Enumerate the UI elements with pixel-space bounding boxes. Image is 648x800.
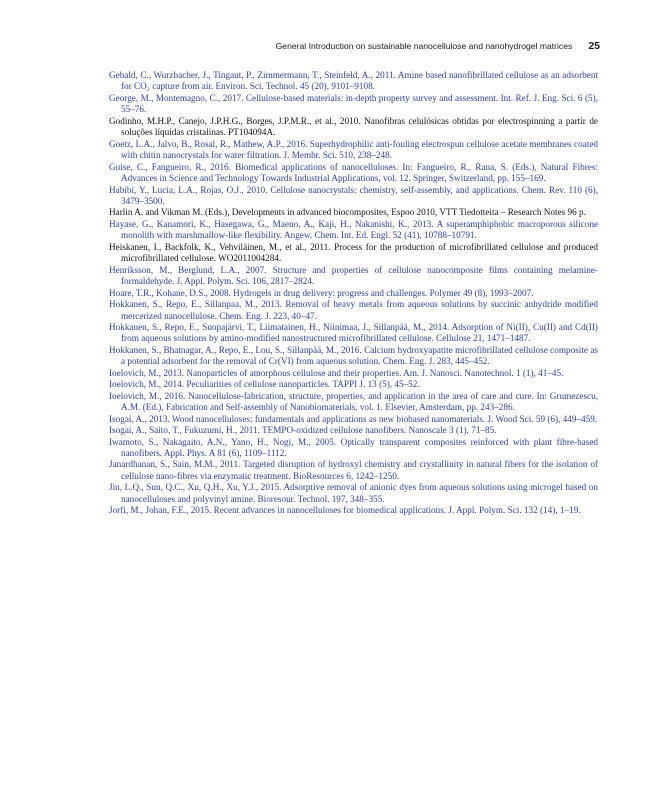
page-number: 25: [588, 40, 600, 52]
running-title: General Introduction on sustainable nanocellulose and nanohydrogel matrices: [275, 41, 573, 51]
reference-item[interactable]: Jorfi, M., Johan, F.E., 2015. Recent advances in nanocelluloses for biomedical applications. J. Appl. Polym. Sci. 132 (14), 1–19.: [109, 505, 581, 516]
reference-item: Harlin A. and Vikman M. (Eds.), Developments in advanced biocomposites, Espoo 2010, VTT Tiedotteita – Research Notes 96 p.: [109, 207, 586, 218]
reference-item[interactable]: Hokkanen, S., Repo, E., Sillanpaa, M., 2013. Removal of heavy metals from aqueous solutions by succinic anhydride modified mercerized nanocellulose. Chem. Eng. J. 223, 40–47.: [109, 299, 598, 321]
reference-item[interactable]: Hokkanen, S., Repo, E., Suopajärvi, T., Liimatainen, H., Niinimaa, J., Sillanpää, M., 2014. Adsorption of Ni(II), Cu(II) and Cd(II) from aqueous solutions by amino-modified nanostructured microfibrillated cellulose. Cellulose 21, 1471–1487.: [109, 321, 598, 344]
reference-item[interactable]: Ioelovich, M., 2013. Nanoparticles of amorphous cellulose and their properties. Am. J. Nanosci. Nanotechnol. 1 (1), 41–45.: [109, 367, 564, 378]
reference-item[interactable]: Gebald, C., Wurzbacher, J., Tingaut, P., Zimmermann, T., Steinfeld, A., 2011. Amine based nanofibrillated cellulose as an adsorbent for CO₂ capture from air. Environ. Sci. Technol. 45 (20), 9101–9108.: [109, 70, 598, 92]
reference-item[interactable]: Guise, C., Fangueiro, R., 2016. Biomedical applications of nanocelluloses. In: Fangueiro, R., Rana, S. (Eds.), Natural Fibres: Advances in Science and Technology Towards Industrial Applications, vol. 12. Springer, Switzerland, pp. 155–169.: [109, 161, 598, 184]
reference-item: Heiskanen, I., Backfolk, K., Vehviläinen, M., et al., 2011. Process for the production of microfibrillated cellulose and produced microfibrillated cellulose. WO2011004284.: [109, 241, 598, 264]
reference-item[interactable]: Ioelovich, M., 2014. Peculiarities of cellulose nanoparticles. TAPPI J. 13 (5), 45–52.: [109, 379, 420, 390]
reference-item[interactable]: George, M., Montemagno, C., 2017. Cellulose-based materials: in-depth property survey and assessment. Int. Ref. J. Eng. Sci. 6 (5), 55–76.: [109, 92, 598, 115]
reference-item[interactable]: Jin, L.Q., Sun, Q.C., Xu, Q.H., Xu, Y.J., 2015. Adsorptive removal of anionic dyes from aqueous solutions using microgel based on nanocelluloses and polyvinyl amine. Bioresour. Technol. 197, 348–355.: [109, 482, 598, 504]
reference-item[interactable]: Iwamoto, S., Nakagaito, A.N., Yano, H., Nogi, M., 2005. Optically transparent composites reinforced with plant fibre-based nanofibers. Appl. Phys. A 81 (6), 1109–1112.: [109, 436, 598, 458]
reference-item[interactable]: Hokkanen, S., Bhatnagar, A., Repo, E., Lou, S., Sillanpää, M., 2016. Calcium hydroxyapatite microfibrillated cellulose composite as a potential adsorbent for the removal of Cr(VI) from aqueous solution. Chem. Eng. J. 283, 445–452.: [109, 344, 598, 367]
reference-item[interactable]: Isogai, A., 2013. Wood nanocelluloses: fundamentals and applications as new biobased nanomaterials. J. Wood Sci. 59 (6), 449–459.: [109, 413, 598, 424]
reference-item: Godinho, M.H.P., Canejo, J.P.H.G., Borges, J.P.M.R., et al., 2010. Nanofibras celulósicas obtidas por electrospinning a partir de soluções líquidas cristalinas. PT104094A.: [109, 115, 598, 138]
reference-list: [109, 70, 598, 517]
reference-item[interactable]: Janardhanan, S., Sain, M.M., 2011. Targeted disruption of hydroxyl chemistry and crystallinity in natural fibers for the isolation of cellulose nano-fibres via enzymatic treatment. BioResources 6, 1242–1250.: [109, 459, 598, 481]
running-header: [108, 40, 600, 52]
reference-item[interactable]: Hayase, G., Kanamori, K., Hasegawa, G., Maeno, A., Kaji, H., Nakanishi, K., 2013. A superamphiphobic macroporous silicone monolith with marshmallow-like flexibility. Angew. Chem. Int. Ed. Engl. 52 (41), 10788–10791.: [109, 218, 598, 241]
reference-item[interactable]: Goetz, L.A., Jalvo, B., Rosal, R., Mathew, A.P., 2016. Superhydrophilic anti-fouling electrospun cellulose acetate membranes coated with chitin nanocrystals for water filtration. J. Membr. Sci. 510, 238–248.: [109, 138, 598, 161]
reference-item[interactable]: Ioelovich, M., 2016. Nanocellulose-fabrication, structure, properties, and application in the area of care and cure. In: Grumezescu, A.M. (Ed.), Fabrication and Self-assembly of Nanobiomaterials, vol. 1. Elsevier, Amsterdam, pp. 243–286.: [109, 390, 598, 413]
reference-item[interactable]: Henriksson, M., Berglund, L.A., 2007. Structure and properties of cellulose nanocomposite films containing melamine-formaldehyde. J. Appl. Polym. Sci. 106, 2817–2824.: [109, 264, 598, 287]
reference-item[interactable]: Hoare, T.R., Kohane, D.S., 2008. Hydrogels in drug delivery: progress and challenges. Polymer 49 (8), 1993–2007.: [109, 287, 534, 298]
reference-item[interactable]: Habibi, Y., Lucia, L.A., Rojas, O.J., 2010. Cellulose nanocrystals: chemistry, self-assembly, and applications. Chem. Rev. 110 (6), 3479–3500.: [109, 184, 598, 206]
reference-item[interactable]: Isogai, A., Saito, T., Fukuzumi, H., 2011. TEMPO-oxidized cellulose nanofibers. Nanoscale 3 (1), 71–85.: [109, 425, 497, 436]
